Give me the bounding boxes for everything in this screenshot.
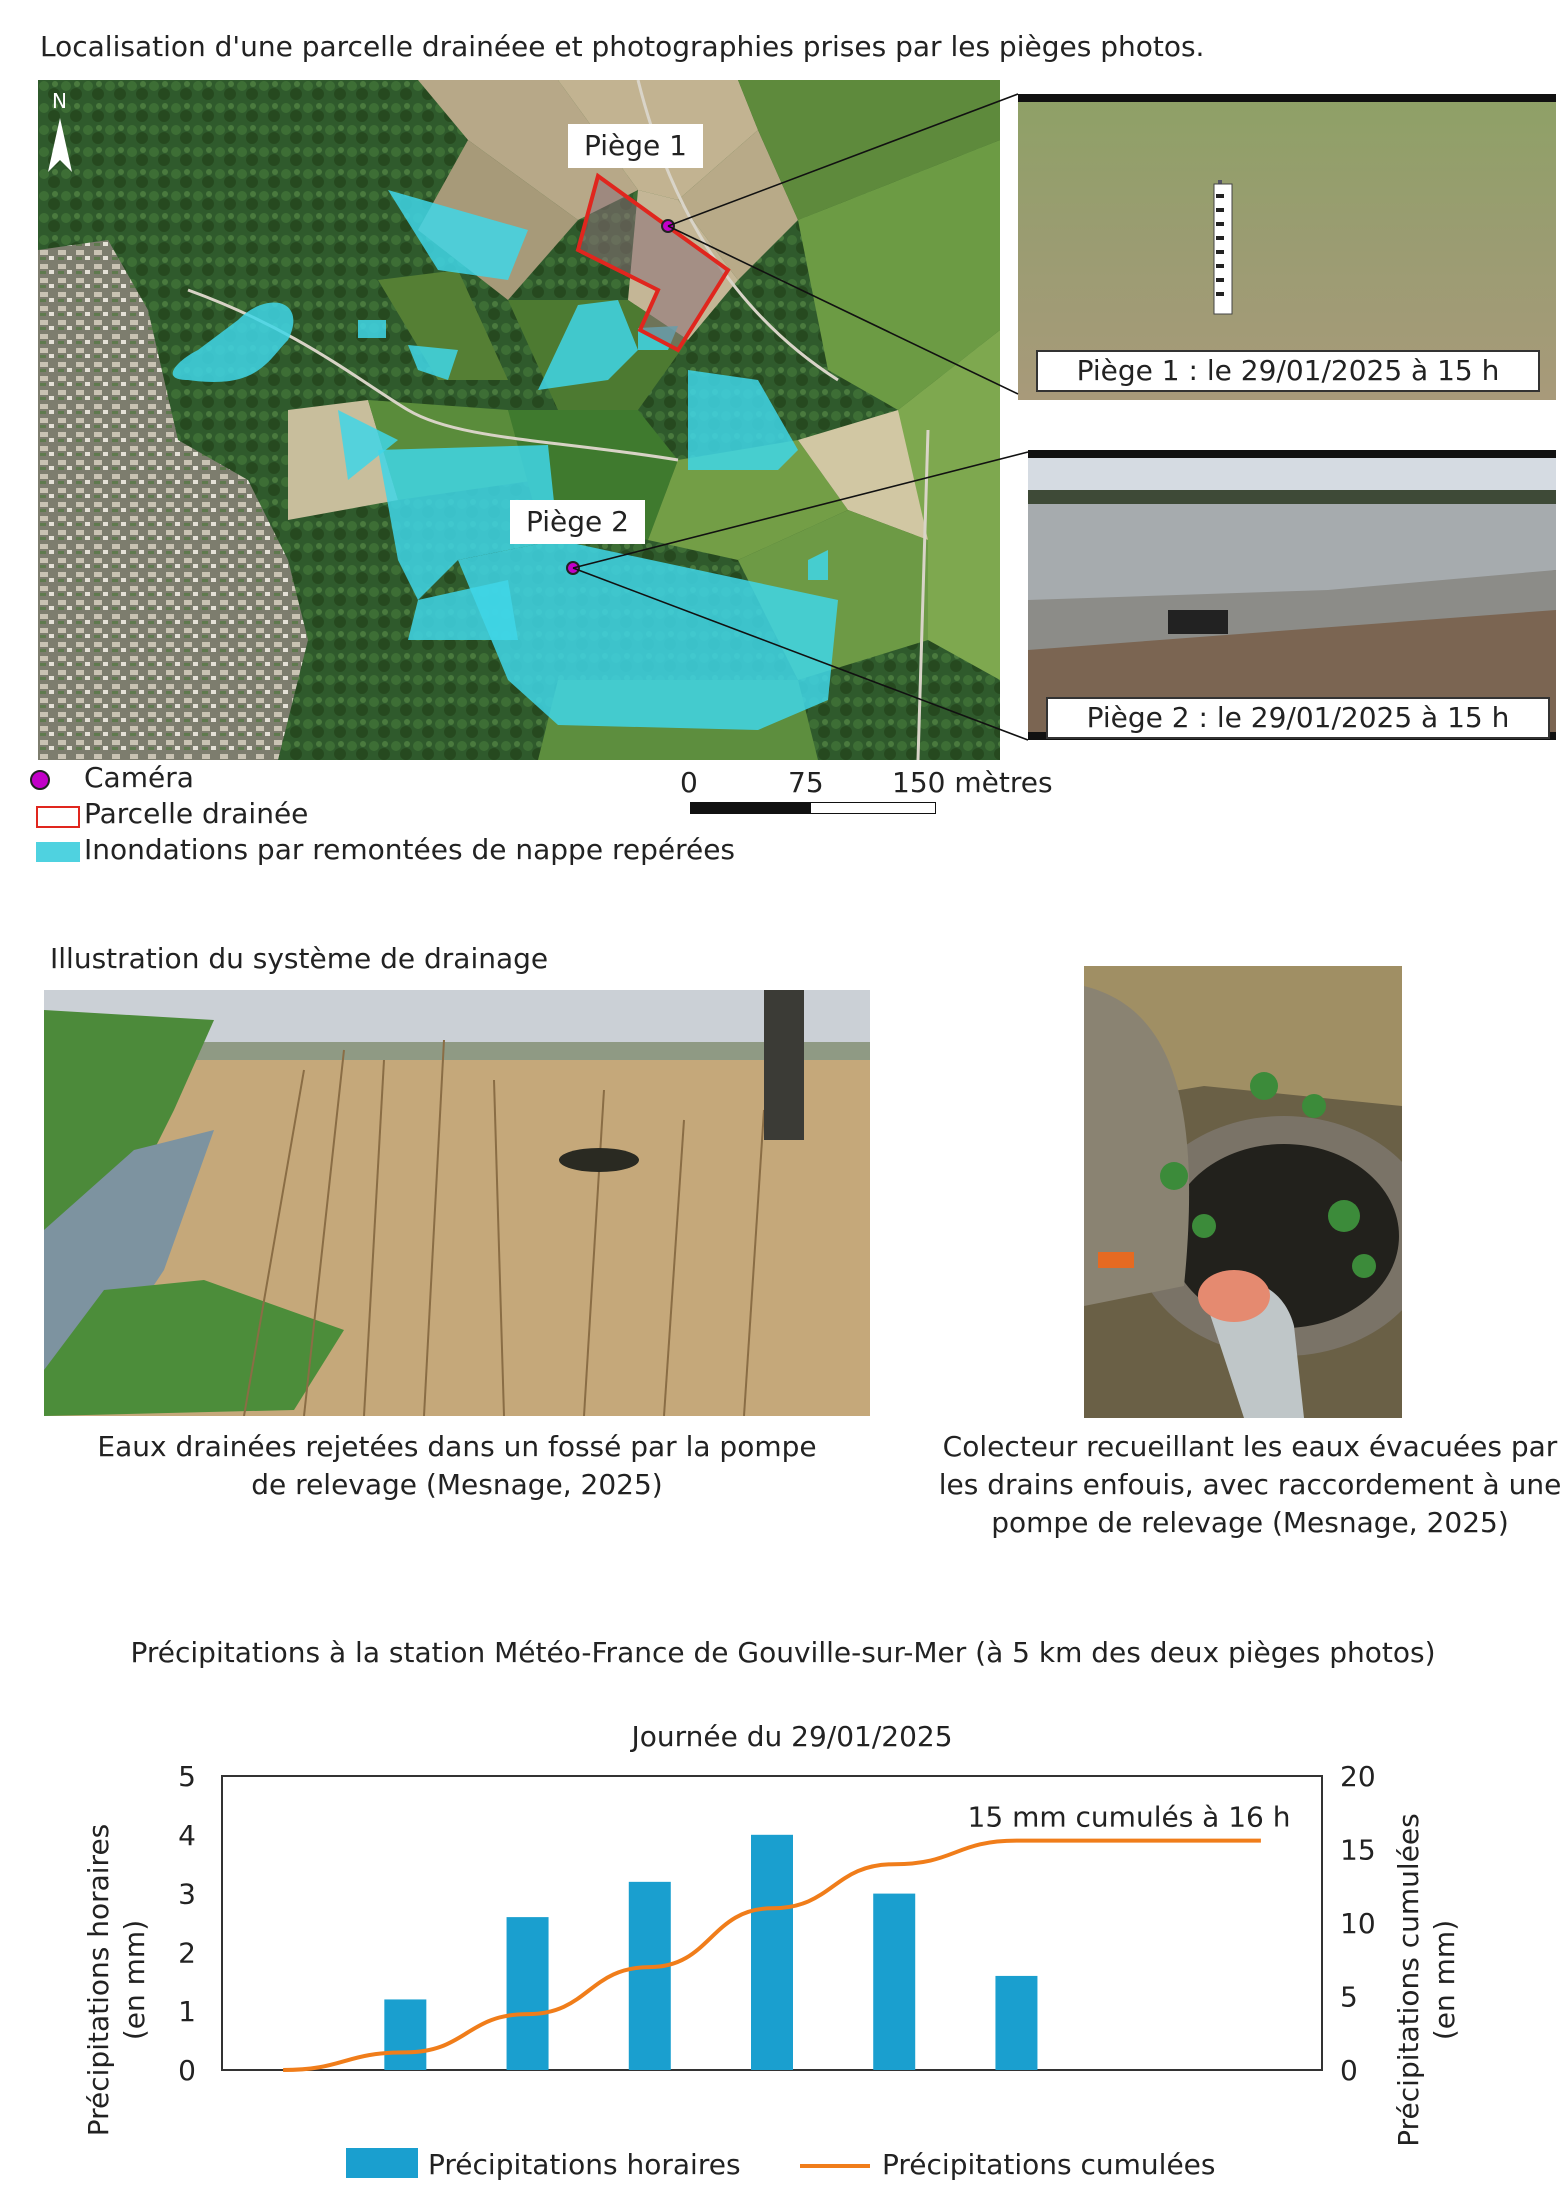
collector-photo	[1084, 966, 1402, 1418]
chart-title: Journée du 29/01/2025	[631, 1720, 953, 1753]
bar	[507, 1917, 549, 2070]
legend-label-parcel: Parcelle drainée	[84, 797, 309, 830]
collector-photo-caption	[934, 1428, 1566, 1542]
leader-lines	[0, 0, 1566, 800]
y-right-tick: 10	[1340, 1907, 1376, 1940]
y-left-tick: 2	[178, 1936, 196, 1970]
collector-caption-line1: Colecteur recueillant les eaux évacuées par	[942, 1430, 1558, 1463]
collector-caption-line3: pompe de relevage (Mesnage, 2025)	[991, 1506, 1509, 1539]
y-right-tick: 5	[1340, 1980, 1358, 2014]
legend-bar-label: Précipitations horaires	[428, 2148, 741, 2181]
ditch-caption-line2: de relevage (Mesnage, 2025)	[251, 1468, 663, 1501]
trap1-caption: Piège 1 : le 29/01/2025 à 15 h	[1036, 350, 1540, 392]
scale-150: 150 mètres	[892, 766, 1053, 799]
chart-bars	[384, 1835, 1037, 2070]
legend-line-label: Précipitations cumulées	[882, 2148, 1216, 2181]
trap1-label: Piège 1	[568, 124, 703, 168]
bar	[751, 1835, 793, 2070]
legend-label-flood: Inondations par remontées de nappe repérées	[84, 833, 736, 866]
bar	[384, 1999, 426, 2070]
parcel-swatch-icon	[36, 806, 80, 828]
north-letter: N	[52, 89, 67, 113]
y-left-tick: 5	[178, 1760, 196, 1793]
y-right-tick: 20	[1340, 1760, 1376, 1793]
ditch-caption-line1: Eaux drainées rejetées dans un fossé par la pompe	[97, 1430, 817, 1463]
scale-75: 75	[788, 766, 824, 799]
ditch-photo-caption	[44, 1428, 870, 1504]
ditch-photo	[44, 990, 870, 1416]
flood-swatch-icon	[36, 842, 80, 862]
y-right-label-line1: Précipitations cumulées	[1392, 1813, 1425, 2147]
y-left-tick: 0	[178, 2054, 196, 2087]
legend-label-camera: Caméra	[84, 761, 194, 794]
collector-caption-line2: les drains enfouis, avec raccordement à une	[938, 1468, 1562, 1501]
y-left-tick: 4	[178, 1818, 196, 1852]
trap2-caption: Piège 2 : le 29/01/2025 à 15 h	[1046, 697, 1550, 739]
y-right-tick: 0	[1340, 2054, 1358, 2087]
chart-section-title: Précipitations à la station Météo-France de Gouville-sur-Mer (à 5 km des deux pièges photos)	[130, 1636, 1436, 1669]
scale-bar	[680, 766, 1060, 826]
drainage-section-title: Illustration du système de drainage	[50, 942, 549, 975]
legend-bar-swatch-icon	[346, 2148, 418, 2178]
precipitation-chart	[0, 1700, 1566, 2200]
bar	[873, 1894, 915, 2070]
scale-0: 0	[680, 766, 698, 799]
camera-icon	[30, 770, 50, 790]
chart-annotation: 15 mm cumulés à 16 h	[967, 1800, 1291, 1834]
map-section-title: Localisation d'une parcelle drainéee et photographies prises par les pièges photos.	[40, 30, 1205, 63]
y-left-tick: 1	[178, 1995, 196, 2029]
bar	[629, 1882, 671, 2070]
trap2-label: Piège 2	[510, 500, 645, 544]
bar	[995, 1976, 1037, 2070]
y-left-label-line2: (en mm)	[118, 1919, 151, 2041]
y-left-tick: 3	[178, 1877, 196, 1911]
y-right-tick: 15	[1340, 1833, 1376, 1867]
y-left-label-line1: Précipitations horaires	[82, 1823, 115, 2137]
y-right-label-line2: (en mm)	[1428, 1919, 1461, 2041]
